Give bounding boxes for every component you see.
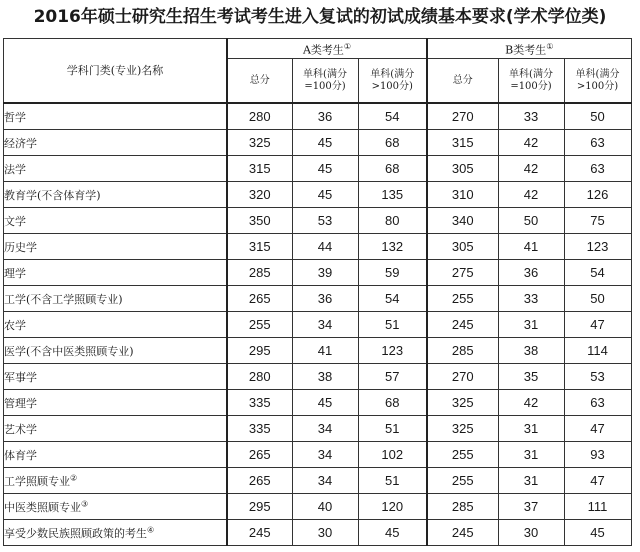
table-row [4,416,632,442]
b-total-cell: 245 [427,312,498,338]
a-total-cell: 255 [227,312,292,338]
table-row [4,338,632,364]
major-name-cell [4,103,228,130]
major-name: 艺术学 [4,422,37,436]
b-total-cell: 270 [427,103,498,130]
major-name-cell [4,442,228,468]
b-total-cell: 315 [427,130,498,156]
b-s100-cell: 41 [498,234,564,260]
b-sgt-cell: 47 [564,468,631,494]
a-s100-cell: 34 [292,468,358,494]
b-total-cell: 325 [427,390,498,416]
major-name-cell [4,182,228,208]
b-sgt-cell: 93 [564,442,631,468]
major-name-cell [4,416,228,442]
table-row [4,156,632,182]
score-requirements-table [3,38,632,546]
footnote-mark: ③ [81,498,89,508]
a-s100-cell: 45 [292,182,358,208]
b-total-cell: 275 [427,260,498,286]
b-s100-cell: 42 [498,156,564,182]
table-row [4,208,632,234]
a-total-cell: 285 [227,260,292,286]
major-name-cell [4,156,228,182]
a-sgt-cell: 102 [358,442,427,468]
table-row [4,442,632,468]
table-row [4,130,632,156]
a-sgt-cell: 68 [358,390,427,416]
b-s100-cell: 42 [498,390,564,416]
a-sgt-cell: 135 [358,182,427,208]
b-sgt-cell: 54 [564,260,631,286]
b-s100-cell: 30 [498,520,564,546]
b-total-cell: 255 [427,442,498,468]
major-name: 工学照顾专业 [4,474,70,488]
a-s100-cell: 36 [292,103,358,130]
b-total-cell: 305 [427,156,498,182]
group-b-label: B类考生 [505,43,547,57]
table-row [4,520,632,546]
major-name-cell [4,338,228,364]
major-name-cell [4,208,228,234]
a-total-cell: 335 [227,416,292,442]
a-s100-cell: 36 [292,286,358,312]
a-s100-cell: 39 [292,260,358,286]
major-name: 历史学 [4,240,37,254]
major-name-cell [4,286,228,312]
a-sgt-cell: 51 [358,416,427,442]
footnote-mark: ② [70,472,78,482]
b-sgt-cell: 53 [564,364,631,390]
major-name-cell [4,260,228,286]
b-s100-cell: 50 [498,208,564,234]
major-name-cell [4,312,228,338]
b-sgt-cell: 111 [564,494,631,520]
a-sgt-cell: 54 [358,103,427,130]
table-row [4,494,632,520]
b-sgt-cell: 63 [564,130,631,156]
a-single-100-header: 单科(满分=100分) [292,59,358,104]
a-s100-cell: 45 [292,390,358,416]
table-row [4,312,632,338]
major-name: 哲学 [4,110,26,124]
major-name-cell [4,468,228,494]
major-name: 教育学(不含体育学) [4,188,101,202]
group-b-note-mark: ① [546,41,554,51]
b-single-gt100-header: 单科(满分>100分) [564,59,631,104]
major-name-cell [4,234,228,260]
b-s100-cell: 42 [498,182,564,208]
major-name-cell [4,130,228,156]
table-row [4,234,632,260]
b-s100-cell: 37 [498,494,564,520]
a-sgt-cell: 54 [358,286,427,312]
a-s100-cell: 30 [292,520,358,546]
major-name: 中医类照顾专业 [4,500,81,514]
b-total-cell: 305 [427,234,498,260]
a-total-cell: 320 [227,182,292,208]
a-sgt-cell: 51 [358,312,427,338]
major-name: 法学 [4,162,26,176]
b-total-cell: 310 [427,182,498,208]
major-name: 医学(不含中医类照顾专业) [4,344,134,358]
table-row [4,286,632,312]
a-sgt-cell: 57 [358,364,427,390]
table-row [4,468,632,494]
b-total-cell: 255 [427,286,498,312]
group-b-header [427,39,631,59]
b-s100-cell: 33 [498,286,564,312]
a-total-cell: 265 [227,286,292,312]
b-total-cell: 255 [427,468,498,494]
b-total-cell: 245 [427,520,498,546]
b-sgt-cell: 50 [564,286,631,312]
a-sgt-cell: 68 [358,156,427,182]
b-sgt-cell: 63 [564,156,631,182]
page-title: 2016年硕士研究生招生考试考生进入复试的初试成绩基本要求(学术学位类) [33,7,607,27]
b-s100-cell: 36 [498,260,564,286]
b-total-cell: 285 [427,338,498,364]
a-total-cell: 245 [227,520,292,546]
b-s100-cell: 31 [498,442,564,468]
b-s100-cell: 38 [498,338,564,364]
b-total-cell: 285 [427,494,498,520]
b-sgt-cell: 126 [564,182,631,208]
b-sgt-cell: 47 [564,416,631,442]
b-s100-cell: 31 [498,312,564,338]
a-s100-cell: 44 [292,234,358,260]
a-total-cell: 335 [227,390,292,416]
major-name: 体育学 [4,448,37,462]
major-column-header-label: 学科门类(专业)名称 [66,63,164,77]
major-name-cell [4,494,228,520]
major-name: 经济学 [4,136,37,150]
a-total-cell: 295 [227,338,292,364]
header-row-groups [4,39,632,59]
table-row [4,390,632,416]
a-sgt-cell: 132 [358,234,427,260]
major-column-header [4,39,228,104]
a-s100-cell: 38 [292,364,358,390]
a-total-cell: 315 [227,234,292,260]
b-s100-cell: 42 [498,130,564,156]
major-name: 管理学 [4,396,37,410]
a-s100-cell: 34 [292,416,358,442]
b-s100-cell: 33 [498,103,564,130]
a-total-cell: 265 [227,468,292,494]
a-sgt-cell: 123 [358,338,427,364]
a-total-header: 总分 [227,59,292,104]
major-name: 农学 [4,318,26,332]
a-sgt-cell: 80 [358,208,427,234]
a-sgt-cell: 45 [358,520,427,546]
a-sgt-cell: 120 [358,494,427,520]
a-s100-cell: 41 [292,338,358,364]
major-name: 工学(不含工学照顾专业) [4,292,123,306]
a-sgt-cell: 51 [358,468,427,494]
major-name: 军事学 [4,370,37,384]
major-name: 享受少数民族照顾政策的考生 [4,526,147,540]
a-s100-cell: 34 [292,442,358,468]
table-row [4,260,632,286]
b-total-cell: 340 [427,208,498,234]
a-total-cell: 295 [227,494,292,520]
a-s100-cell: 34 [292,312,358,338]
a-total-cell: 350 [227,208,292,234]
major-name-cell [4,364,228,390]
b-total-cell: 325 [427,416,498,442]
a-s100-cell: 45 [292,130,358,156]
group-a-label: A类考生 [302,43,344,57]
b-sgt-cell: 63 [564,390,631,416]
a-total-cell: 325 [227,130,292,156]
a-total-cell: 280 [227,364,292,390]
b-total-header: 总分 [427,59,498,104]
b-sgt-cell: 47 [564,312,631,338]
major-name: 文学 [4,214,26,228]
a-total-cell: 265 [227,442,292,468]
table-row [4,182,632,208]
a-s100-cell: 53 [292,208,358,234]
a-sgt-cell: 68 [358,130,427,156]
a-single-gt100-header: 单科(满分>100分) [358,59,427,104]
table-row [4,103,632,130]
b-total-cell: 270 [427,364,498,390]
footnote-mark: ④ [147,524,155,534]
b-s100-cell: 31 [498,416,564,442]
table-row [4,364,632,390]
b-single-100-header: 单科(满分=100分) [498,59,564,104]
b-sgt-cell: 50 [564,103,631,130]
a-total-cell: 280 [227,103,292,130]
major-name-cell [4,390,228,416]
group-a-header [227,39,427,59]
major-name-cell [4,520,228,546]
group-a-note-mark: ① [343,41,352,51]
a-sgt-cell: 59 [358,260,427,286]
b-sgt-cell: 114 [564,338,631,364]
b-sgt-cell: 75 [564,208,631,234]
b-sgt-cell: 123 [564,234,631,260]
a-total-cell: 315 [227,156,292,182]
table-body [4,103,632,546]
a-s100-cell: 45 [292,156,358,182]
a-s100-cell: 40 [292,494,358,520]
major-name: 理学 [4,266,26,280]
b-sgt-cell: 45 [564,520,631,546]
b-s100-cell: 31 [498,468,564,494]
b-s100-cell: 35 [498,364,564,390]
